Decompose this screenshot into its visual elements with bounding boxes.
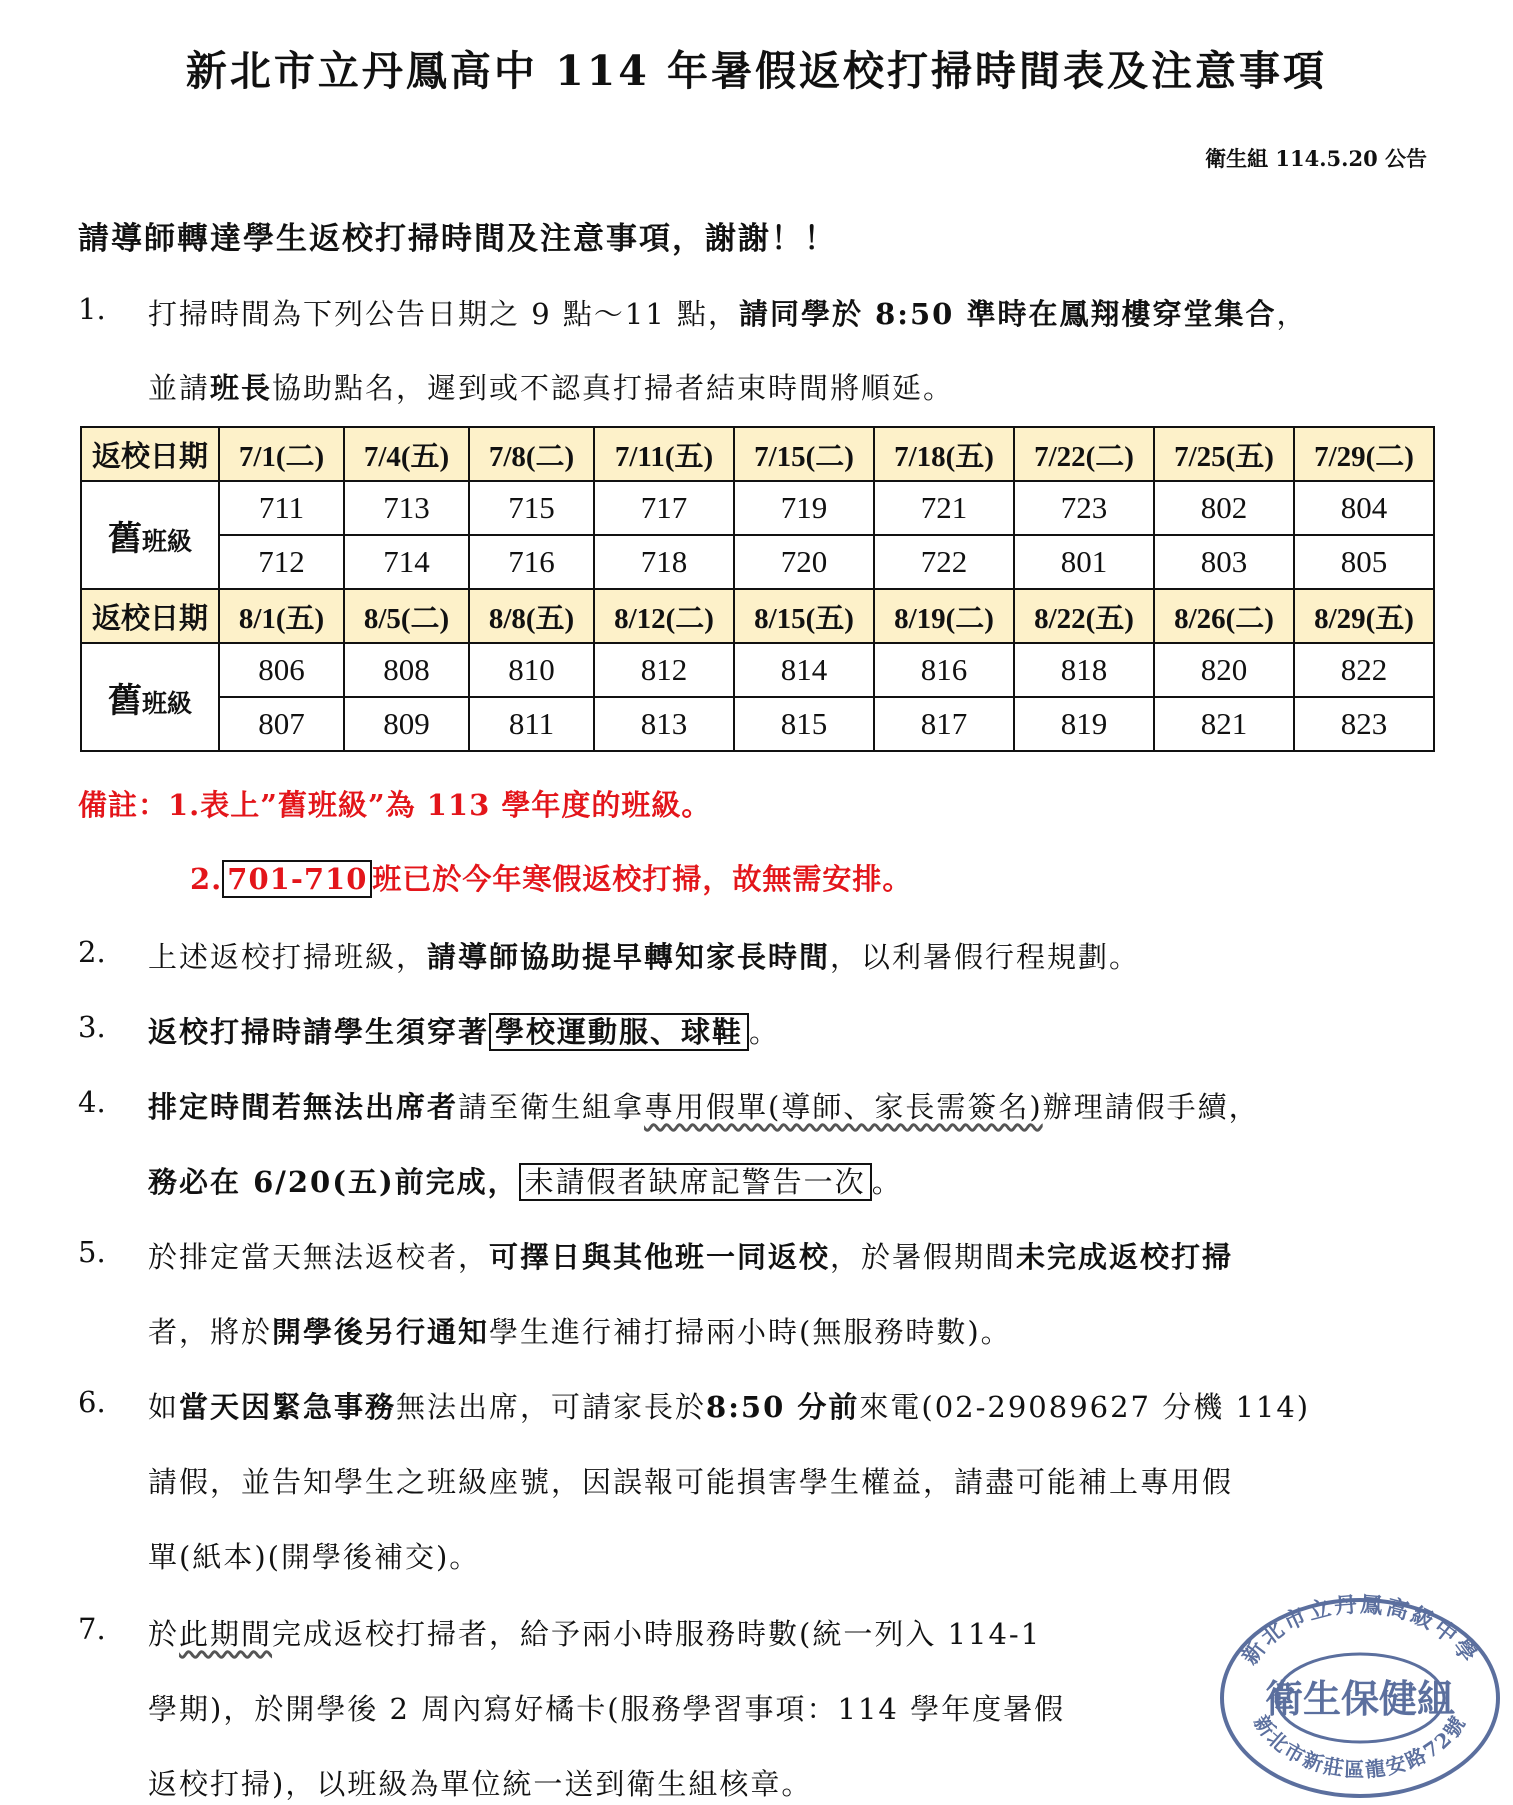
class-cell: 816 bbox=[874, 643, 1014, 697]
svg-text:新北市新莊區龍安路72號 bbox=[1249, 1711, 1471, 1782]
class-cell: 715 bbox=[469, 481, 594, 535]
date-cell: 8/1(五) bbox=[219, 589, 344, 643]
item2-line bbox=[148, 935, 1140, 976]
item5-emphasis: 開學後另行通知 bbox=[272, 1315, 490, 1349]
old-class-label bbox=[81, 643, 219, 751]
item6-line3: 單(紙本)(開學後補交)。 bbox=[148, 1540, 481, 1574]
item1-line2 bbox=[148, 366, 954, 407]
note-2 bbox=[190, 857, 912, 898]
item6-text: 來電(02-29089627 分機 114) bbox=[859, 1390, 1311, 1424]
item5-emphasis: 未完成返校打掃 bbox=[1016, 1240, 1234, 1274]
class-cell: 810 bbox=[469, 643, 594, 697]
old-class-label-big: 舊 bbox=[107, 682, 142, 720]
item6-line1 bbox=[148, 1385, 1310, 1426]
date-cell: 8/8(五) bbox=[469, 589, 594, 643]
item-number: 7. bbox=[78, 1612, 106, 1646]
item7-line1 bbox=[148, 1612, 1041, 1653]
class-cell: 712 bbox=[219, 535, 344, 589]
class-cell: 713 bbox=[344, 481, 469, 535]
item1-text: 並請 bbox=[148, 371, 211, 405]
item7-line2: 學期)，於開學後 2 周內寫好橘卡(服務學習事項：114 學年度暑假 bbox=[148, 1692, 1066, 1726]
item4-line1 bbox=[148, 1085, 1260, 1126]
date-cell: 7/15(二) bbox=[734, 427, 874, 481]
item5-emphasis: 可擇日與其他班一同返校 bbox=[489, 1240, 831, 1274]
class-cell: 818 bbox=[1014, 643, 1154, 697]
item1-text: ， bbox=[1276, 297, 1308, 331]
item3-text: 返校打掃時請學生須穿著 bbox=[148, 1015, 490, 1049]
class-cell: 719 bbox=[734, 481, 874, 535]
date-cell: 7/22(二) bbox=[1014, 427, 1154, 481]
class-cell: 723 bbox=[1014, 481, 1154, 535]
class-cell: 807 bbox=[219, 697, 344, 751]
item3-text: 。 bbox=[749, 1015, 781, 1049]
class-cell: 802 bbox=[1154, 481, 1294, 535]
date-cell: 8/26(二) bbox=[1154, 589, 1294, 643]
item-number: 3. bbox=[78, 1010, 106, 1044]
item2-text: ，以利暑假行程規劃。 bbox=[830, 940, 1141, 974]
item6-text: 無法出席，可請家長於 bbox=[396, 1390, 707, 1424]
item6-emphasis: 8:50 分前 bbox=[706, 1390, 860, 1424]
class-cell: 804 bbox=[1294, 481, 1434, 535]
class-cell: 821 bbox=[1154, 697, 1294, 751]
date-cell: 7/29(二) bbox=[1294, 427, 1434, 481]
page-title: 新北市立丹鳳高中 114 年暑假返校打掃時間表及注意事項 bbox=[185, 47, 1328, 95]
item5-line1 bbox=[148, 1235, 1233, 1276]
stamp-center-text: 衛生保健組 bbox=[1264, 1676, 1456, 1721]
item4-emphasis: 務必在 6/20(五)前完成， bbox=[148, 1165, 519, 1199]
school-seal-stamp bbox=[1215, 1590, 1505, 1800]
class-cell: 721 bbox=[874, 481, 1014, 535]
item4-line2 bbox=[148, 1160, 903, 1201]
date-header-label: 返校日期 bbox=[81, 589, 219, 643]
item5-line2 bbox=[148, 1310, 1012, 1351]
class-cell: 717 bbox=[594, 481, 734, 535]
item5-text: 於排定當天無法返校者， bbox=[148, 1240, 490, 1274]
item5-text: ，於暑假期間 bbox=[830, 1240, 1017, 1274]
date-cell: 8/19(二) bbox=[874, 589, 1014, 643]
old-class-label-big: 舊 bbox=[107, 520, 142, 558]
class-cell: 812 bbox=[594, 643, 734, 697]
class-cell: 814 bbox=[734, 643, 874, 697]
note-1: 備註：1.表上”舊班級”為 113 學年度的班級。 bbox=[78, 788, 712, 822]
item1-text: 協助點名，遲到或不認真打掃者結束時間將順延。 bbox=[272, 371, 955, 405]
class-cell: 815 bbox=[734, 697, 874, 751]
item6-emphasis: 當天因緊急事務 bbox=[179, 1390, 397, 1424]
date-cell: 8/5(二) bbox=[344, 589, 469, 643]
old-class-label-small: 班級 bbox=[141, 528, 192, 556]
class-cell: 803 bbox=[1154, 535, 1294, 589]
date-cell: 8/29(五) bbox=[1294, 589, 1434, 643]
note-2-number: 2. bbox=[190, 862, 223, 896]
class-cell: 722 bbox=[874, 535, 1014, 589]
class-cell: 806 bbox=[219, 643, 344, 697]
item7-text: 於 bbox=[148, 1617, 180, 1651]
item7-text: 完成返校打掃者，給予兩小時服務時數(統一列入 114-1 bbox=[272, 1617, 1042, 1651]
item1-line1 bbox=[148, 292, 1307, 333]
item6-line2: 請假，並告知學生之班級座號，因誤報可能損害學生權益，請盡可能補上專用假 bbox=[148, 1465, 1234, 1499]
item4-emphasis: 排定時間若無法出席者 bbox=[148, 1090, 459, 1124]
item3-boxed-text: 學校運動服、球鞋 bbox=[489, 1013, 749, 1051]
old-class-label-small: 班級 bbox=[141, 690, 192, 718]
date-cell: 7/8(二) bbox=[469, 427, 594, 481]
class-cell: 811 bbox=[469, 697, 594, 751]
date-cell: 7/4(五) bbox=[344, 427, 469, 481]
class-cell: 813 bbox=[594, 697, 734, 751]
date-cell: 7/25(五) bbox=[1154, 427, 1294, 481]
class-cell: 823 bbox=[1294, 697, 1434, 751]
stamp-bottom-text: 新北市新莊區龍安路72號 bbox=[1248, 1710, 1472, 1782]
old-class-label bbox=[81, 481, 219, 589]
item4-boxed-text: 未請假者缺席記警告一次 bbox=[519, 1163, 872, 1201]
schedule-table bbox=[80, 426, 1435, 752]
item4-wavy-text: 專用假單(導師、家長需簽名) bbox=[644, 1090, 1043, 1124]
item4-text: 。 bbox=[871, 1165, 903, 1199]
class-cell: 805 bbox=[1294, 535, 1434, 589]
item-number: 4. bbox=[78, 1085, 106, 1119]
item2-text: 上述返校打掃班級， bbox=[148, 940, 428, 974]
item-number: 6. bbox=[78, 1385, 106, 1419]
item4-text: 請至衛生組拿 bbox=[458, 1090, 645, 1124]
item7-line3: 返校打掃)，以班級為單位統一送到衛生組核章。 bbox=[148, 1767, 813, 1801]
item3-line bbox=[148, 1010, 780, 1051]
intro-line: 請導師轉達學生返校打掃時間及注意事項，謝謝！！ bbox=[78, 221, 837, 257]
item5-text: 者，將於 bbox=[148, 1315, 273, 1349]
stamp-top-text: 新北市立丹鳳高級中學 bbox=[1236, 1591, 1484, 1670]
svg-text:新北市立丹鳳高級中學 bbox=[1237, 1592, 1483, 1670]
item-number: 1. bbox=[78, 292, 106, 326]
class-cell: 822 bbox=[1294, 643, 1434, 697]
date-cell: 8/12(二) bbox=[594, 589, 734, 643]
class-cell: 720 bbox=[734, 535, 874, 589]
class-cell: 718 bbox=[594, 535, 734, 589]
item1-text: 打掃時間為下列公告日期之 9 點～11 點， bbox=[148, 297, 740, 331]
date-cell: 8/22(五) bbox=[1014, 589, 1154, 643]
date-cell: 8/15(五) bbox=[734, 589, 874, 643]
note-2-boxed-classes: 701-710 bbox=[222, 860, 372, 898]
item5-text: 學生進行補打掃兩小時(無服務時數)。 bbox=[489, 1315, 1012, 1349]
item6-text: 如 bbox=[148, 1390, 180, 1424]
class-cell: 817 bbox=[874, 697, 1014, 751]
item-number: 2. bbox=[78, 935, 106, 969]
announcement-line: 衛生組 114.5.20 公告 bbox=[1205, 146, 1427, 171]
class-cell: 808 bbox=[344, 643, 469, 697]
class-cell: 809 bbox=[344, 697, 469, 751]
item-number: 5. bbox=[78, 1235, 106, 1269]
class-cell: 801 bbox=[1014, 535, 1154, 589]
note-2-text: 班已於今年寒假返校打掃，故無需安排。 bbox=[372, 862, 913, 896]
item1-emphasis: 班長 bbox=[210, 371, 273, 405]
item1-emphasis: 請同學於 8:50 準時在鳳翔樓穿堂集合 bbox=[739, 297, 1277, 331]
date-cell: 7/1(二) bbox=[219, 427, 344, 481]
class-cell: 716 bbox=[469, 535, 594, 589]
class-cell: 714 bbox=[344, 535, 469, 589]
class-cell: 819 bbox=[1014, 697, 1154, 751]
class-cell: 820 bbox=[1154, 643, 1294, 697]
date-cell: 7/11(五) bbox=[594, 427, 734, 481]
item7-wavy-text: 此期間 bbox=[179, 1617, 273, 1651]
item2-emphasis: 請導師協助提早轉知家長時間 bbox=[427, 940, 831, 974]
date-header-label: 返校日期 bbox=[81, 427, 219, 481]
class-cell: 711 bbox=[219, 481, 344, 535]
date-cell: 7/18(五) bbox=[874, 427, 1014, 481]
item4-text: 辦理請假手續， bbox=[1042, 1090, 1260, 1124]
